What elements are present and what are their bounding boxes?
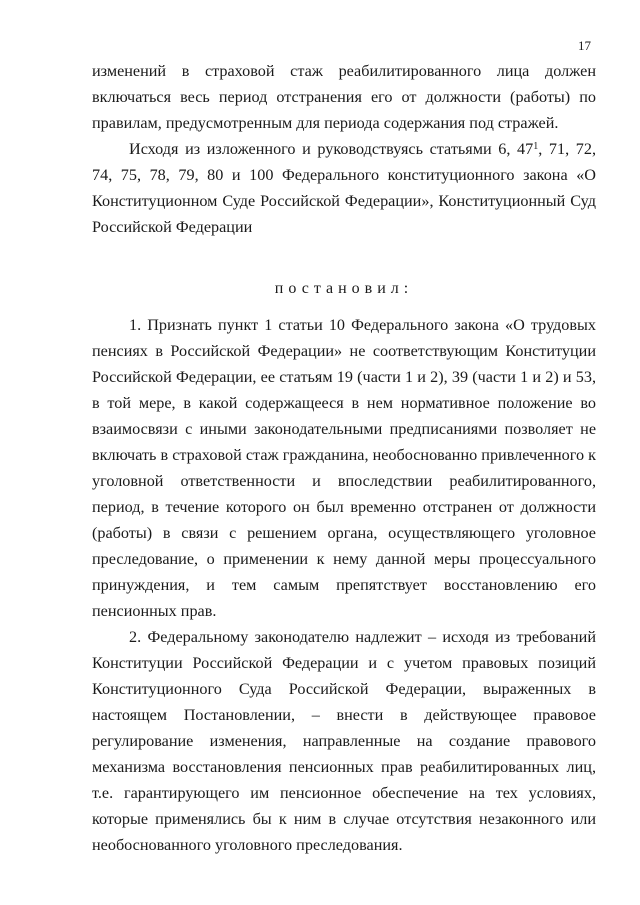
- paragraph-preamble: [92, 136, 596, 240]
- preamble-text-start: Исходя из изложенного и руководствуясь статьями 6, 47: [129, 140, 534, 158]
- resolution-heading: постановил:: [274, 280, 414, 297]
- resolution-item-2: 2. Федеральному законодателю надлежит – исходя из требований Конституции Российской Федерации и с учетом правовых позиций Конституционного Суда Российской Федерации, выраженных в настоящем Постановлении, – внести в действующее правовое регулирование изменения, направленные на создание правового механизма восстановления пенсионных прав реабилитированных лиц, т.е. гарантирующего им пенсионное обеспечение на тех условиях, которые применялись бы к ним в случае отсутствия незаконного или необоснованного уголовного преследования.: [92, 628, 596, 854]
- preamble-text-end: , 71, 72, 74, 75, 78, 79, 80 и 100 Федерального конституционного закона «О Конституционном Суде Российской Федерации», Конституционный Суд Российской Федерации: [92, 140, 597, 236]
- page-number: 17: [578, 38, 591, 53]
- resolution-item-1: 1. Признать пункт 1 статьи 10 Федерального закона «О трудовых пенсиях в Российской Федерации» не соответствующим Конституции Российской Федерации, ее статьям 19 (части 1 и 2), 39 (части 1 и 2) и 53, в той мере, в какой содержащееся в нем нормативное положение во взаимосвязи с иными законодательными предписаниями позволяет не включать в страховой стаж гражданина, необоснованно привлеченного к уголовной ответственности и впоследствии реабилитированного, период, в течение которого он был временно отстранен от должности (работы) в связи с решением органа, осуществляющего уголовное преследование, о применении к нему данной меры процессуального принуждения, и тем самым препятствует восстановлению его пенсионных прав.: [92, 316, 596, 620]
- paragraph-continuation: изменений в страховой стаж реабилитированного лица должен включаться весь период отстранения его от должности (работы) по правилам, предусмотренным для периода содержания под стражей.: [92, 62, 596, 132]
- document-body: [92, 58, 596, 858]
- article-superscript: 1: [533, 141, 539, 152]
